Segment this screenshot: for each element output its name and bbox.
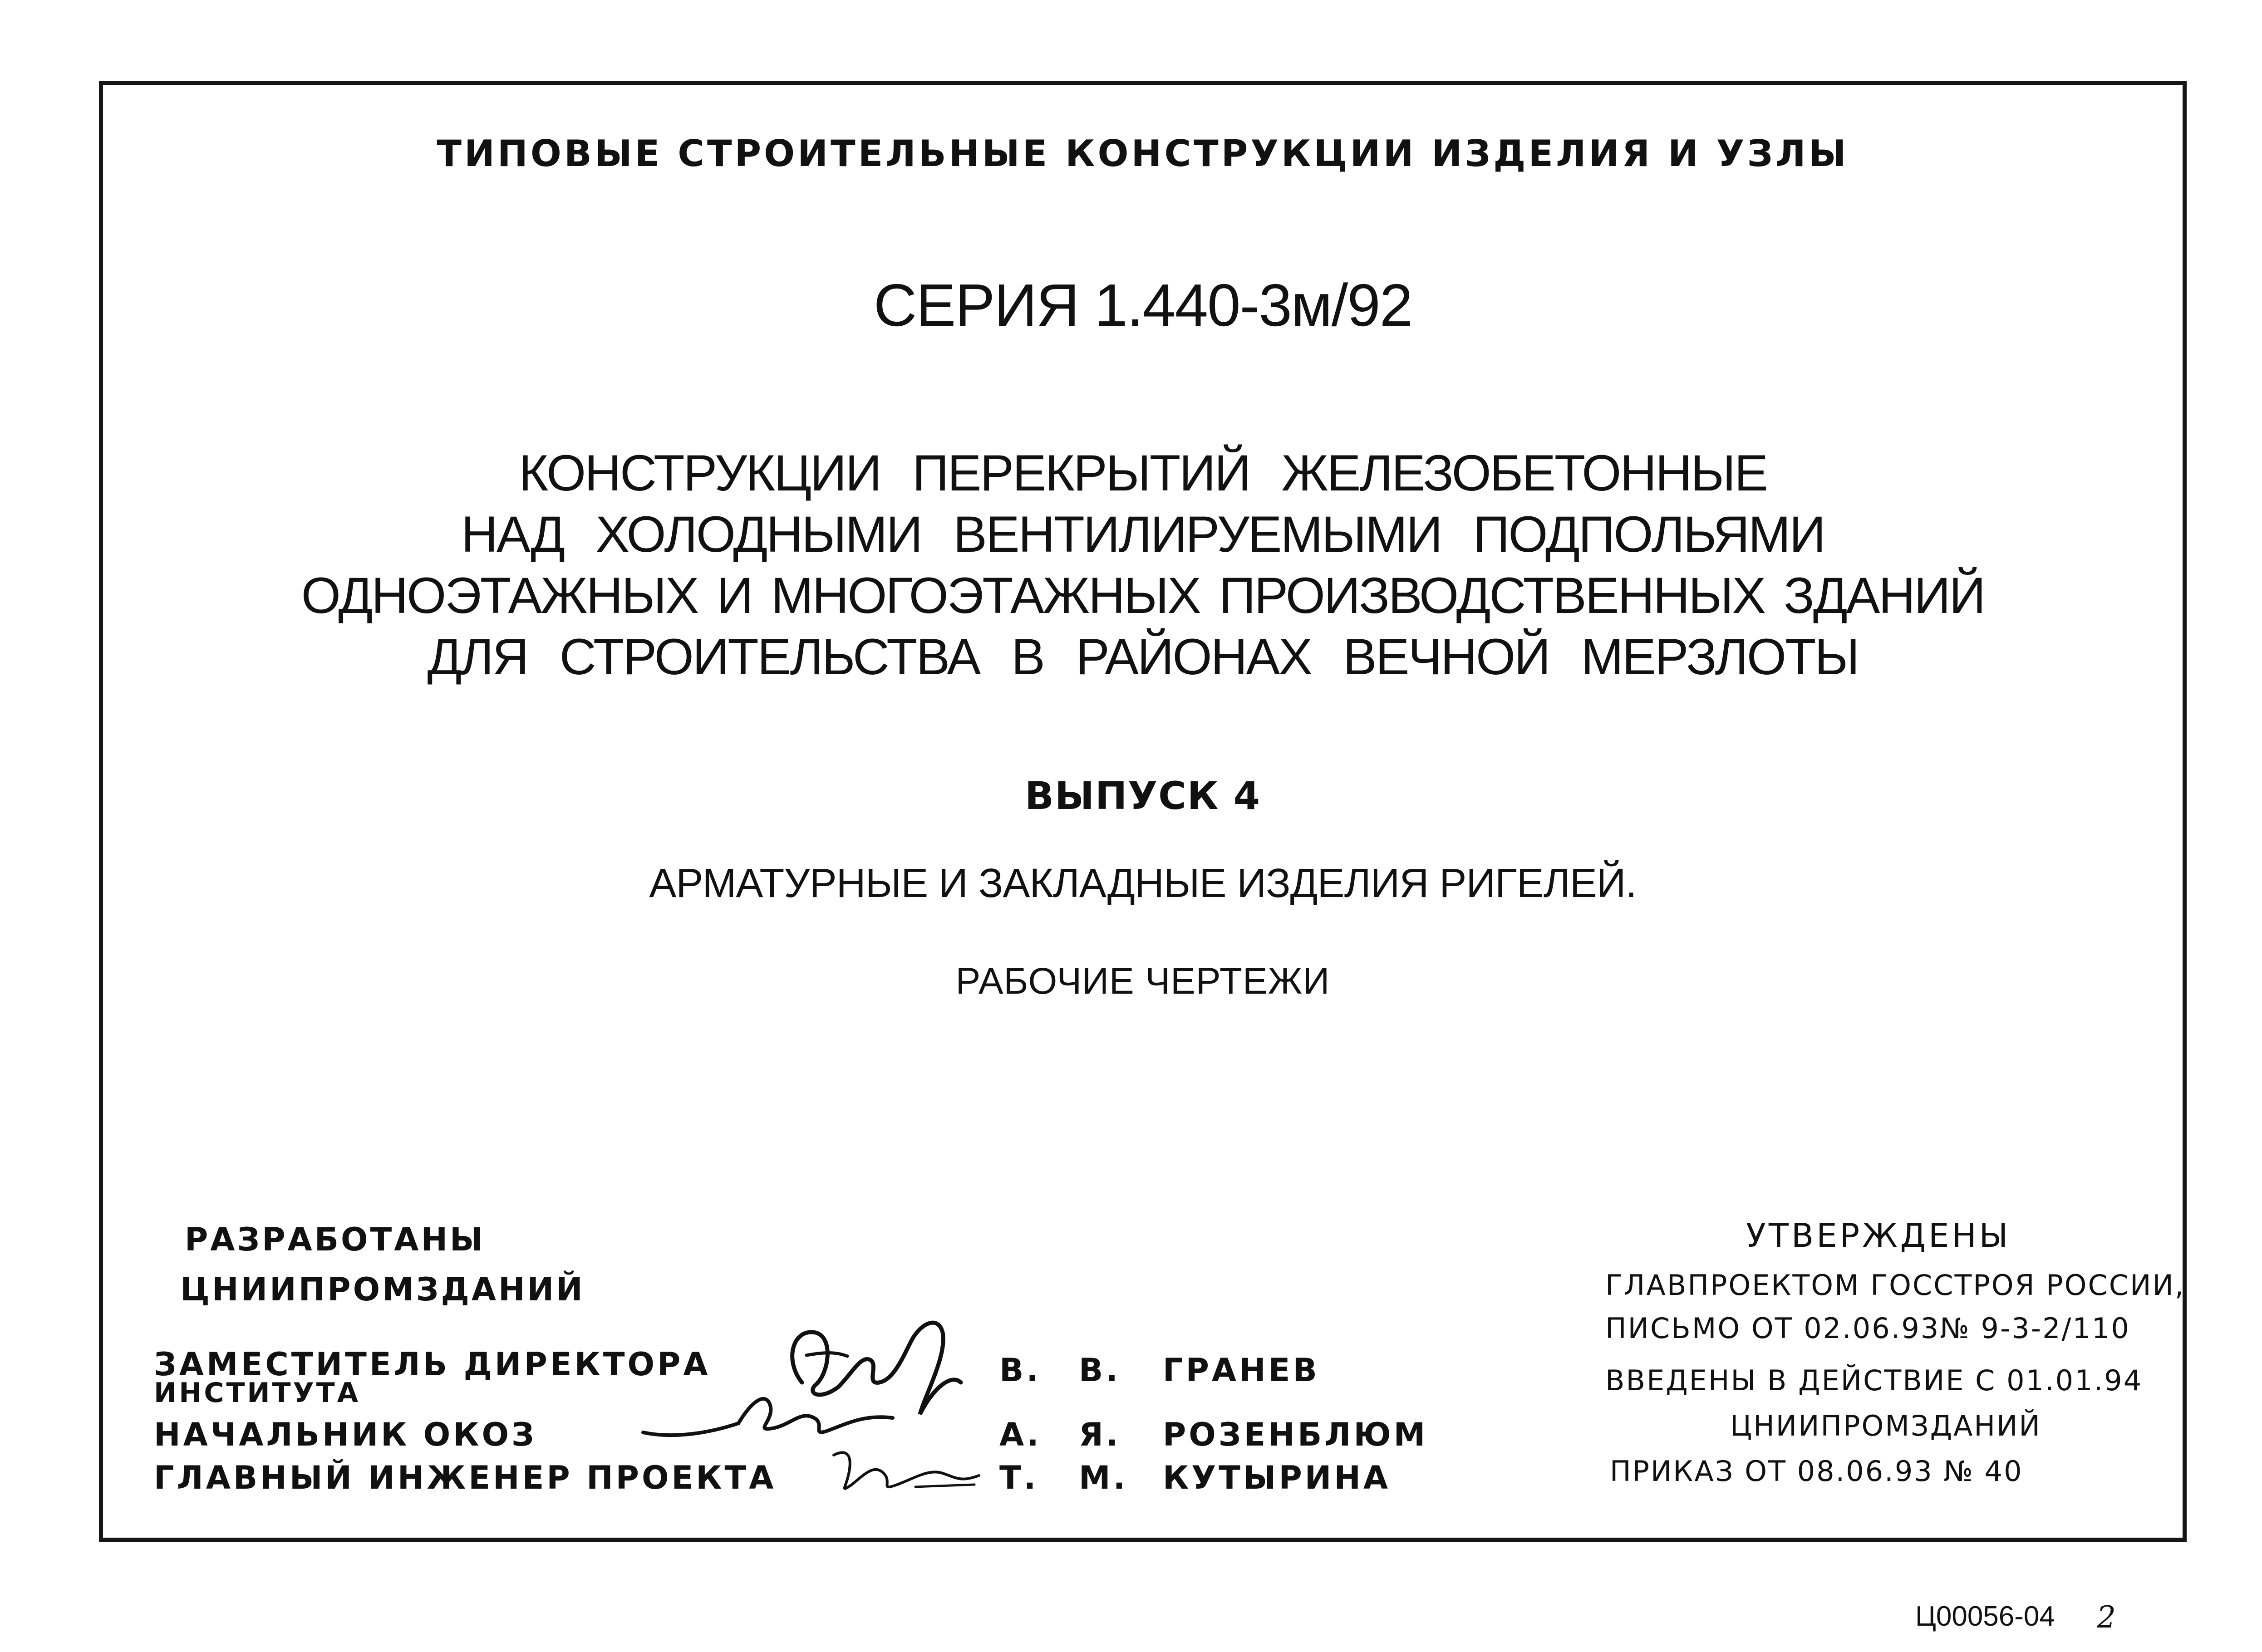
approval-letter: ПИСЬМО ОТ 02.06.93№ 9-3-2/110 <box>1605 1312 2130 1345</box>
collection-header: ТИПОВЫЕ СТРОИТЕЛЬНЫЕ КОНСТРУКЦИИ ИЗДЕЛИЯ И УЗЛЫ <box>437 132 1849 175</box>
signatory-1-position: ЗАМЕСТИТЕЛЬ ДИРЕКТОРА <box>154 1346 711 1383</box>
signatory-1-surname: ГРАНЕВ <box>1163 1352 1320 1389</box>
signatory-3-position: ГЛАВНЫЙ ИНЖЕНЕР ПРОЕКТА <box>154 1459 777 1496</box>
title-line-2: НАД ХОЛОДНЫМИ ВЕНТИЛИРУЕМЫМИ ПОДПОЛЬЯМИ <box>461 506 1824 563</box>
design-stage: РАБОЧИЕ ЧЕРТЕЖИ <box>955 961 1330 1002</box>
signatory-2-surname: РОЗЕНБЛЮМ <box>1163 1416 1428 1453</box>
signatory-3-initial-2: М. <box>1079 1459 1128 1496</box>
signatory-3-initial-1: Т. <box>999 1459 1039 1496</box>
document-code: Ц00056-04 <box>1915 1601 2055 1632</box>
signatory-2-initial-2: Я. <box>1079 1416 1121 1453</box>
issue-number: ВЫПУСК 4 <box>1024 774 1261 818</box>
title-line-1: КОНСТРУКЦИИ ПЕРЕКРЫТИЙ ЖЕЛЕЗОБЕТОННЫЕ <box>518 445 1767 501</box>
volume-subject: АРМАТУРНЫЕ И ЗАКЛАДНЫЕ ИЗДЕЛИЯ РИГЕЛЕЙ. <box>649 861 1637 906</box>
signature-2-handwritten <box>639 1382 911 1446</box>
effective-date: ВВЕДЕНЫ В ДЕЙСТВИЕ С 01.01.94 <box>1605 1364 2143 1397</box>
approving-authority: ГЛАВПРОЕКТОМ ГОССТРОЯ РОССИИ, <box>1605 1269 2185 1302</box>
title-line-4: ДЛЯ СТРОИТЕЛЬСТВА В РАЙОНАХ ВЕЧНОЙ МЕРЗЛОТЫ <box>427 628 1859 685</box>
developer-organization: ЦНИИПРОМЗДАНИЙ <box>180 1271 585 1308</box>
signatory-1-initial-2: В. <box>1079 1352 1121 1389</box>
enacting-order: ПРИКАЗ ОТ 08.06.93 № 40 <box>1610 1455 2023 1488</box>
enacting-institute: ЦНИИПРОМЗДАНИЙ <box>1730 1409 2041 1442</box>
signatory-2-initial-1: А. <box>999 1416 1042 1453</box>
series-number: СЕРИЯ 1.440-3м/92 <box>873 272 1412 338</box>
title-line-3: ОДНОЭТАЖНЫХ И МНОГОЭТАЖНЫХ ПРОИЗВОДСТВЕННЫХ ЗДАНИЙ <box>301 567 1985 624</box>
signatory-1-position-cont: ИНСТИТУТА <box>154 1377 361 1409</box>
signature-3-handwritten <box>825 1441 988 1500</box>
approved-heading: УТВЕРЖДЕНЫ <box>1746 1216 2011 1255</box>
signatory-3-surname: КУТЫРИНА <box>1163 1459 1391 1496</box>
title-sheet-frame <box>99 81 2187 1542</box>
signatory-2-position: НАЧАЛЬНИК ОКОЗ <box>154 1416 537 1453</box>
sheet-number: 2 <box>2097 1600 2116 1635</box>
developed-heading: РАЗРАБОТАНЫ <box>185 1221 485 1258</box>
signatory-1-initial-1: В. <box>999 1352 1041 1389</box>
